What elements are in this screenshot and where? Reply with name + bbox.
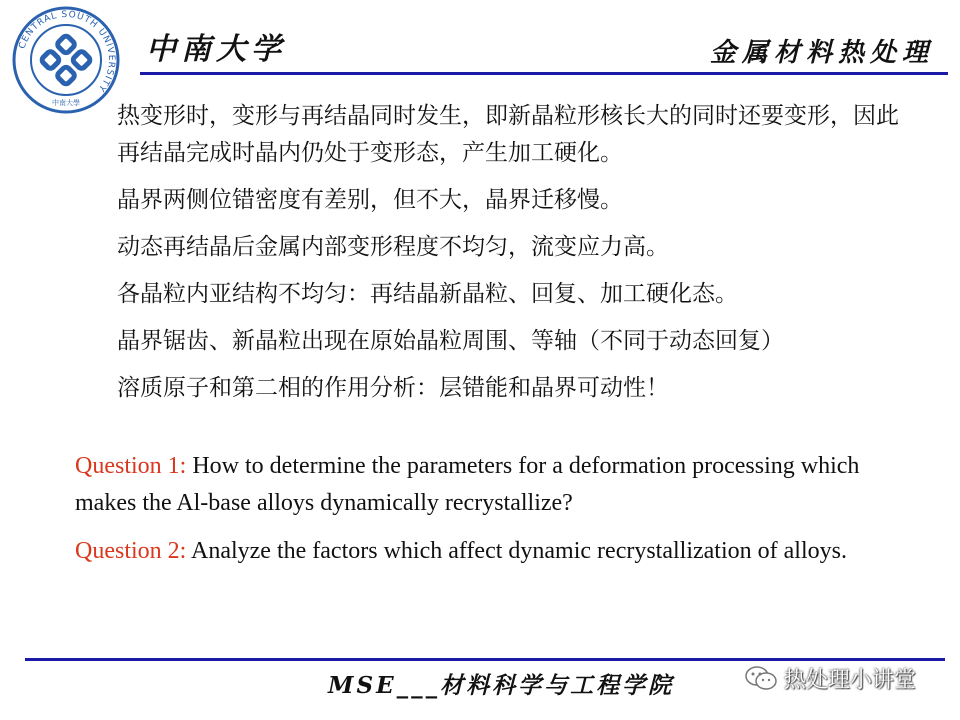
bullet-item: 晶界锯齿、新晶粒出现在原始晶粒周围、等轴（不同于动态回复） [117, 328, 784, 354]
bullet-item: 晶界两侧位错密度有差别，但不大，晶界迁移慢。 [117, 187, 623, 213]
question-2 [75, 533, 915, 570]
university-name: 中南大学 [146, 32, 286, 67]
header-divider [140, 72, 948, 75]
bullet-item: 溶质原子和第二相的作用分析：层错能和晶界可动性！ [117, 375, 669, 401]
question-label: Question 1: [75, 453, 187, 479]
bullet-item: 热变形时，变形与再结晶同时发生，即新晶粒形核长大的同时还要变形，因此再结晶完成时晶内仍处于变形态，产生加工硬化。 [117, 103, 899, 166]
watermark-text: 热处理小讲堂 [784, 667, 917, 693]
bullet-item: 动态再结晶后金属内部变形程度不均匀，流变应力高。 [117, 234, 669, 260]
wechat-icon [744, 665, 778, 691]
question-list [75, 448, 915, 581]
bullet-list [117, 98, 917, 417]
course-title: 金属材料热处理 [709, 38, 934, 68]
question-text: How to determine the parameters for a deformation processing which makes the Al-base alloys dynamically recrystallize? [75, 453, 860, 516]
footer-text: MSE___材料科学与工程学院 [328, 672, 675, 699]
footer-divider [25, 658, 945, 661]
logo-bottom-text: 中南大學 [52, 99, 80, 107]
university-logo [12, 6, 120, 114]
question-label: Question 2: [75, 538, 187, 564]
watermark [744, 662, 916, 694]
bullet-item: 各晶粒内亚结构不均匀：再结晶新晶粒、回复、加工硬化态。 [117, 281, 738, 307]
logo-ring-text: CENTRAL SOUTH UNIVERSITY [17, 9, 117, 94]
question-text: Analyze the factors which affect dynamic recrystallization of alloys. [186, 538, 847, 564]
question-1 [75, 448, 915, 522]
